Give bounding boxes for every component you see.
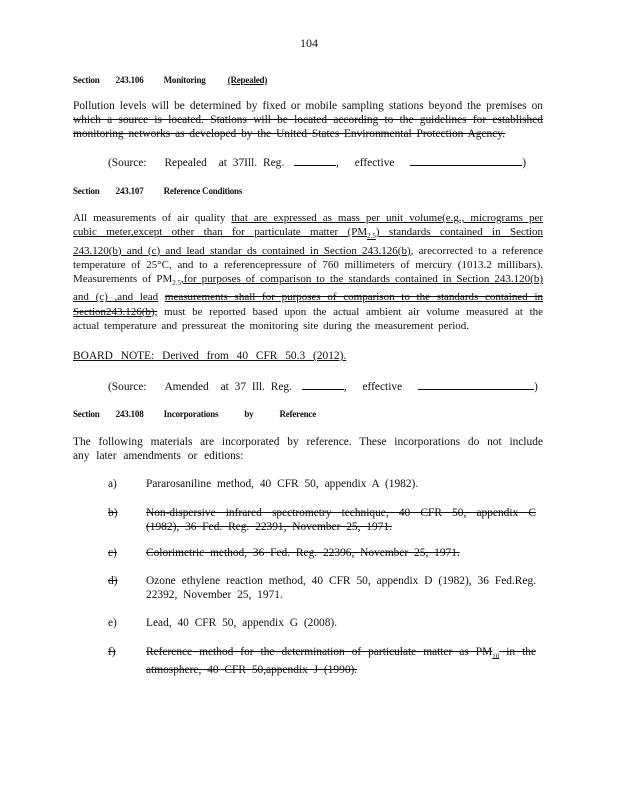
source-effective: effective (362, 381, 403, 393)
source-open: (Source: (108, 381, 147, 393)
paragraph-monitoring (73, 99, 543, 141)
section-title: Reference Conditions (163, 186, 243, 196)
section-number: 243.107 (115, 186, 144, 196)
section-title: Monitoring (163, 75, 206, 85)
paragraph-reference-conditions (73, 211, 543, 333)
effective-blank (418, 379, 534, 390)
source-close: ) (522, 157, 527, 169)
item-e-text: Lead, 40 CFR 50, appendix G (2008). (146, 617, 338, 629)
underlined-run: ,for purposes of comparison to the standards contained in Section 243.120(b) and (c) ,and lead (73, 273, 544, 304)
item-a-label: a) (108, 478, 117, 490)
item-f-text (146, 646, 536, 677)
underlined-run: ) standards contained in Section 243.120(b) and (c) and lead standar ds contained in Section 243.126(b) (73, 226, 543, 257)
text-line: Pollution levels will be determined by fixed or mobile sampling stations beyond the premises on (73, 100, 543, 112)
text-run: All measurements of air quality (73, 212, 226, 224)
item-b-label: b) (108, 507, 118, 519)
mixed-run: measurements shall for purposes of comparison to the standards contained in Section243.126(b), (73, 291, 543, 318)
section-heading-243-106 (73, 75, 295, 85)
item-e-label: e) (108, 617, 117, 629)
repealed-tag: (Repealed) (227, 75, 268, 85)
text-run: must be reported based upon the actual ambient air volume measured at the actual temperature and pressureat the monitoring site during the measurement period. (73, 305, 544, 332)
section-number: 243.108 (115, 409, 144, 419)
text-run: Measurements of PM (73, 273, 173, 285)
source-reg: at 37 Ill. Reg. (220, 381, 292, 393)
section-label: Section (73, 75, 100, 85)
page-number: 104 (300, 36, 318, 50)
subscript: 10 (492, 652, 500, 661)
struck-line: which a source is located. Stations will be located according to the guidelines for established (73, 114, 543, 126)
item-c-label: c) (108, 547, 117, 559)
section-number: 243.106 (115, 75, 144, 85)
text-run: in the atmosphere, 40 CFR 50,appendix J (1990). (146, 646, 536, 676)
subscript: 2.5 (367, 232, 376, 241)
reg-blank (294, 155, 336, 166)
source-action: Repealed (164, 157, 207, 169)
source-action: Amended (164, 381, 209, 393)
source-note-1: (Source: Repealed at 37Ill. Reg. , effective ) (108, 157, 527, 169)
board-note: BOARD NOTE: Derived from 40 CFR 50.3 (2012). (73, 350, 347, 362)
subscript: 2.5 (172, 279, 182, 288)
source-effective: effective (354, 157, 395, 169)
effective-blank (410, 155, 522, 166)
item-a-text: Pararosaniline method, 40 CFR 50, appendix A (1982). (146, 478, 419, 490)
item-b-text: Non-dispersive infrared spectrometry technique, 40 CFR 50, appendix C (1982), 36 Fed. Reg. 22391, November 25, 1971. (146, 507, 536, 533)
struck-line: monitoring networks as developed by the United States Environmental Protection Agency. (73, 128, 506, 140)
item-c-text: Colorimetric method, 36 Fed. Reg. 22396, November 25, 1971. (146, 547, 460, 559)
source-note-2: (Source: Amended at 37 Ill. Reg. , effective ) (108, 381, 538, 393)
source-open: (Source: (108, 157, 147, 169)
underlined-run: that are expressed as mass per unit volume(e.g., micrograms per cubic meter (73, 212, 543, 239)
reg-blank (302, 379, 344, 390)
underlined-run: ,except other than for particulate matter (PM (130, 226, 368, 239)
item-d-label: d) (108, 575, 118, 587)
paragraph-incorporations: The following materials are incorporated by reference. These incorporations do not include any later amendments or editions: (73, 436, 543, 462)
section-label: Section (73, 409, 100, 419)
source-reg: at 37Ill. Reg. (218, 157, 285, 169)
section-heading-243-107 (73, 186, 242, 196)
section-heading-243-108 (73, 409, 316, 419)
item-d-text: Ozone ethylene reaction method, 40 CFR 50, appendix D (1982), 36 Fed.Reg. 22392, November 25, 1971. (146, 575, 536, 601)
source-close: ) (534, 381, 538, 393)
section-label: Section (73, 186, 100, 196)
text-run: , arecorrected to a reference temperature of 25°C, and to a referencepressure of 760 millimeters of mercury (1013.2 millibars). (73, 244, 543, 271)
text-run: Reference method for the determination of particulate matter as PM (146, 646, 493, 658)
item-f-label: f) (108, 646, 116, 658)
section-title: Incorporations by Reference (163, 409, 317, 419)
